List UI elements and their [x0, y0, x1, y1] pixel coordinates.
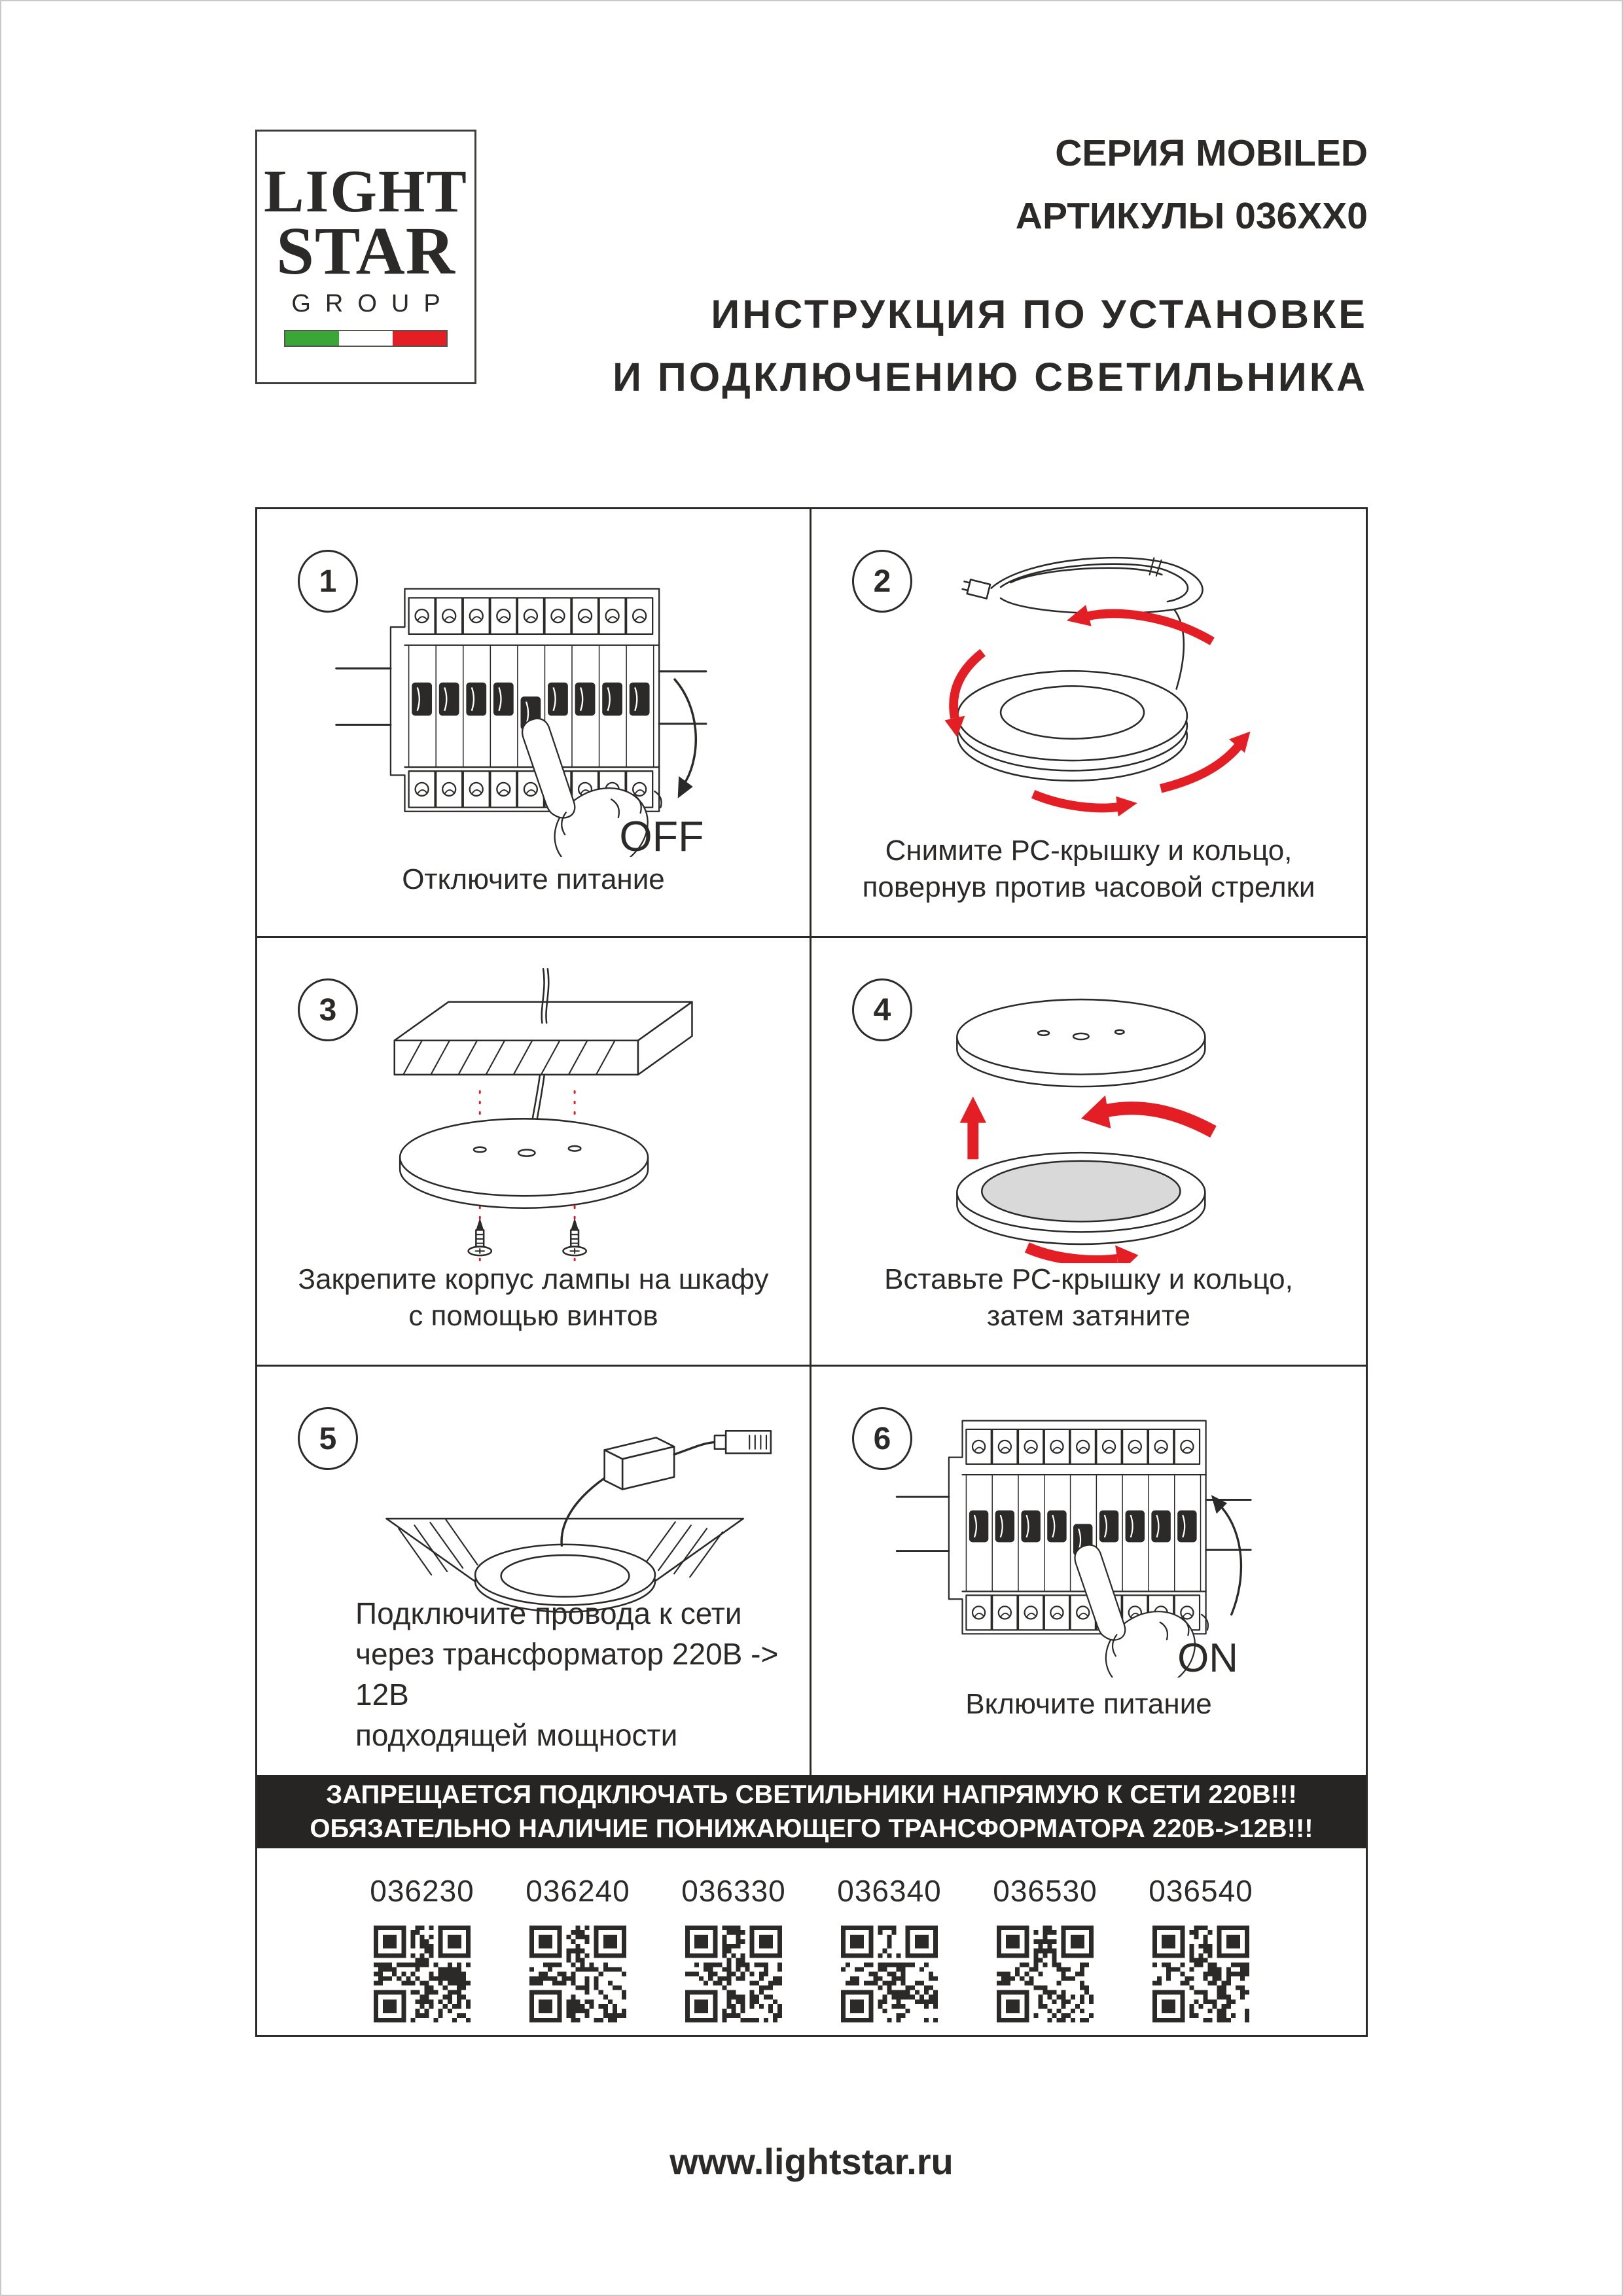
- step-number: 4: [873, 992, 891, 1028]
- connector-icon: [715, 1431, 771, 1453]
- step-3-caption: Закрепите корпус лампы на шкафу с помощью винтов: [298, 1263, 769, 1332]
- qr-code: [529, 1926, 626, 2022]
- qr-code: [685, 1926, 782, 2022]
- step-number: 1: [319, 564, 337, 599]
- step-6-caption: Включите питание: [965, 1688, 1212, 1720]
- article-number: 036540: [1149, 1874, 1253, 1908]
- step-cell-6: [812, 1367, 1366, 1775]
- rotate-down-arrow-icon: [675, 679, 696, 781]
- step-cell-1: [257, 509, 812, 938]
- step-number: 2: [873, 564, 891, 599]
- steps-grid: [255, 507, 1368, 2037]
- cover-ring-icon: [957, 1153, 1205, 1244]
- rotate-up-arrow-icon: [1222, 1507, 1241, 1615]
- qr-item: [524, 1873, 632, 2035]
- lightstar-logo: [255, 130, 476, 384]
- screw-icon: [469, 1218, 491, 1255]
- transformer-icon: [605, 1438, 674, 1490]
- step-cell-3: [257, 938, 812, 1367]
- warning-line-2: ОБЯЗАТЕЛЬНО НАЛИЧИЕ ПОНИЖАЮЩЕГО ТРАНСФОРМАТОРА 220В->12В!!!: [310, 1814, 1313, 1843]
- step-cell-4: [812, 938, 1366, 1367]
- italian-flag-icon: [284, 330, 448, 347]
- article-number: 036530: [993, 1874, 1097, 1908]
- lamp-body-icon: [957, 999, 1205, 1086]
- logo-word-light: LIGHT: [264, 158, 468, 224]
- qr-item: [1147, 1873, 1255, 2035]
- logo-word-star: STAR: [276, 213, 455, 289]
- article-number: 036340: [837, 1874, 942, 1908]
- attach-cover-illustration: [861, 954, 1279, 1263]
- warning-banner: [257, 1775, 1366, 1848]
- step-number: 5: [319, 1421, 337, 1456]
- step-1-caption: Отключите питание: [402, 863, 665, 895]
- website-url: www.lightstar.ru: [669, 2141, 954, 2182]
- wire-to-connector-icon: [674, 1442, 715, 1454]
- qr-item: [680, 1873, 787, 2035]
- step-number: 6: [873, 1421, 891, 1456]
- warning-line-1: ЗАПРЕЩАЕТСЯ ПОДКЛЮЧАТЬ СВЕТИЛЬНИКИ НАПРЯМУЮ К СЕТИ 220В!!!: [326, 1780, 1297, 1809]
- step-cell-2: [812, 509, 1366, 938]
- series-articles: АРТИКУЛЫ 036ХХ0: [1015, 195, 1368, 237]
- page-title-line2: И ПОДКЛЮЧЕНИЮ СВЕТИЛЬНИКА: [613, 355, 1368, 399]
- qr-item: [836, 1873, 943, 2035]
- logo-word-group: GROUP: [291, 290, 455, 317]
- step-4-caption: Вставьте РС-крышку и кольцо, затем затяните: [884, 1263, 1293, 1332]
- cabinet-board-icon: [395, 1002, 692, 1075]
- qr-code: [374, 1926, 471, 2022]
- puck-light-icon: [957, 671, 1187, 781]
- off-label: OFF: [619, 812, 704, 857]
- step-2-caption: Снимите РС-крышку и кольцо, повернув против часовой стрелки: [862, 834, 1315, 903]
- mount-body-illustration: [306, 952, 725, 1261]
- qr-item: [991, 1873, 1099, 2035]
- qr-code: [997, 1926, 1094, 2022]
- lamp-body-icon: [400, 1119, 648, 1208]
- on-label: ON: [1177, 1635, 1238, 1677]
- puck-light-unscrew-illustration: [854, 521, 1279, 834]
- qr-code: [841, 1926, 938, 2022]
- article-number: 036240: [526, 1874, 630, 1908]
- breaker-panel-off-illustration: [329, 575, 712, 857]
- step-5-caption: Подключите провода к сети через трансформатор 220В -> 12В подходящей мощности: [355, 1596, 779, 1752]
- rotate-right-arrow-icon: [1027, 1246, 1138, 1263]
- screw-icon: [563, 1218, 586, 1255]
- page-title-line1: ИНСТРУКЦИЯ ПО УСТАНОВКЕ: [711, 292, 1368, 336]
- rotate-left-arrow-icon: [1081, 1096, 1213, 1132]
- step-cell-5: [257, 1367, 812, 1775]
- breaker-panel-on-illustration: [890, 1407, 1257, 1677]
- up-arrow-icon: [960, 1096, 986, 1159]
- step-number: 3: [319, 992, 337, 1028]
- qr-row: [257, 1848, 1366, 2035]
- qr-item: [368, 1873, 476, 2035]
- article-number: 036330: [681, 1874, 786, 1908]
- article-number: 036230: [370, 1874, 474, 1908]
- header: [613, 122, 1368, 408]
- series-title: СЕРИЯ MOBILED: [1055, 132, 1368, 174]
- qr-code: [1152, 1926, 1249, 2022]
